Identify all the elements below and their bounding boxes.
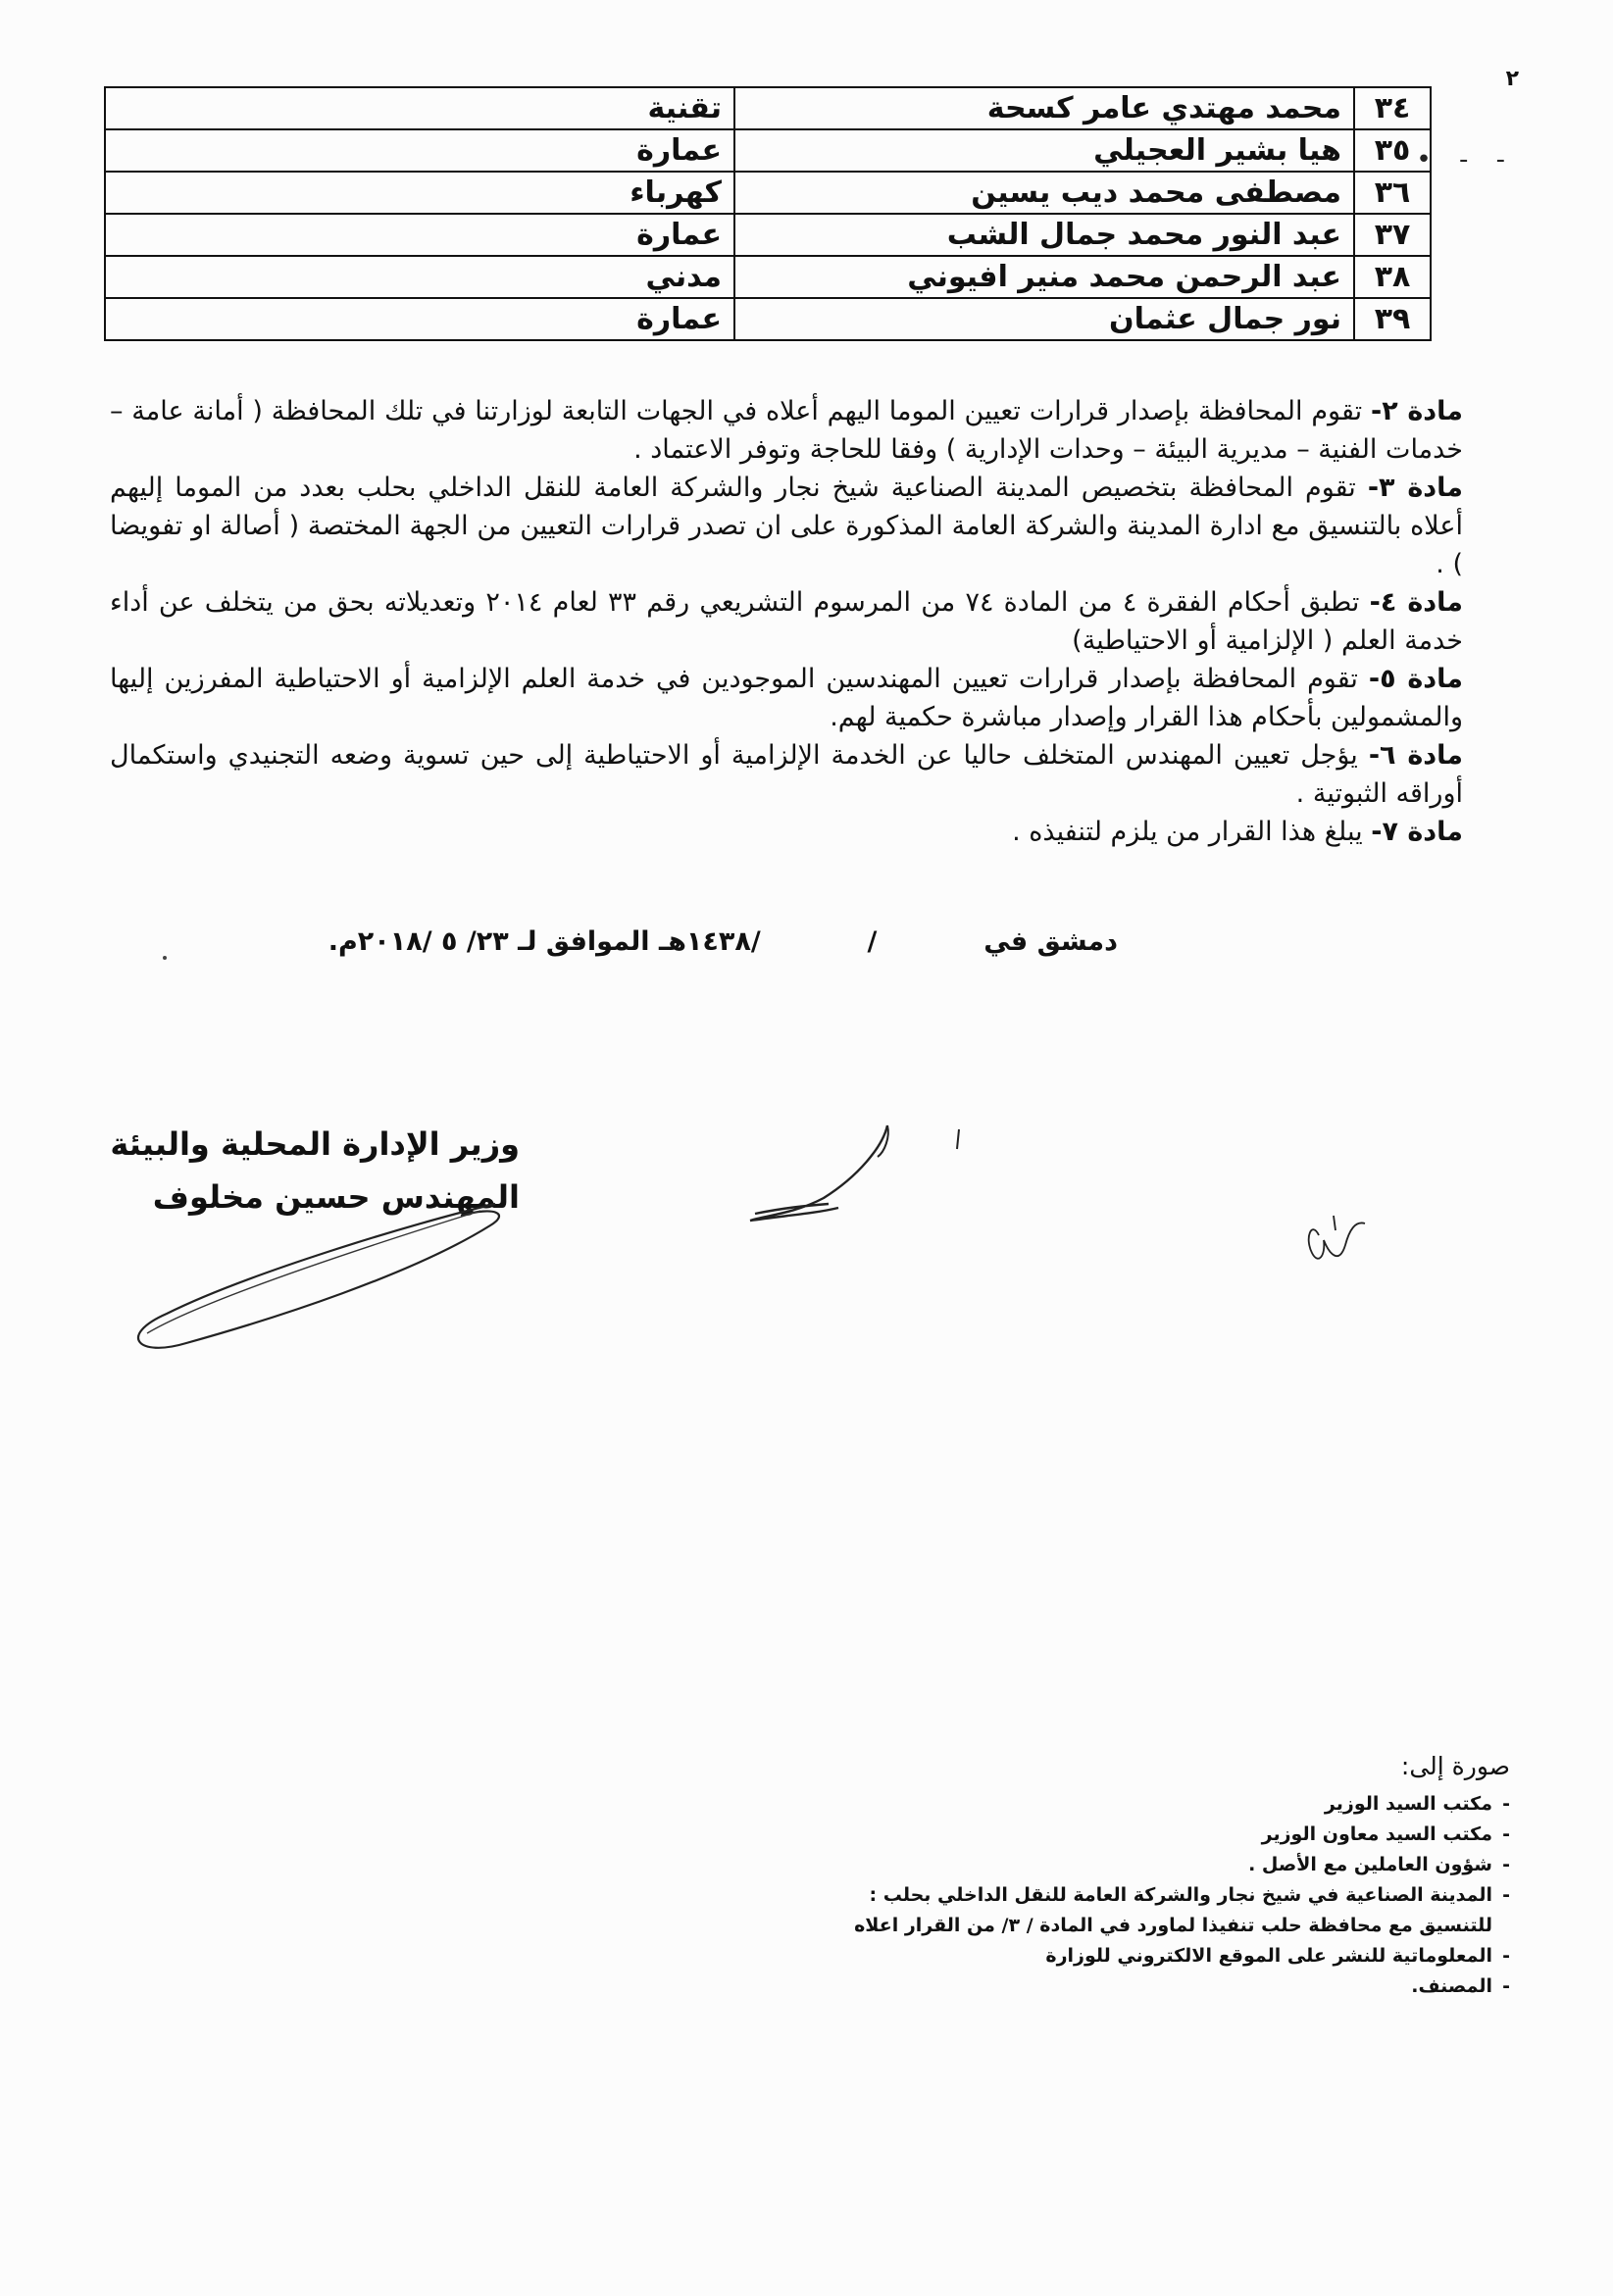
initials-mark [750,1125,887,1221]
row-number: ٣٤ [1354,87,1431,129]
row-number: ٣٩ [1354,298,1431,340]
copies-to-block [843,1751,1510,2002]
article-label: مادة ٧- [1371,817,1463,847]
copies-to-title: صورة إلى: [1400,1752,1510,1780]
article-label: مادة ٣- [1367,473,1464,503]
signature-loop-mark [138,1204,499,1348]
list-item: -مكتب السيد معاون الوزير [1261,1823,1510,1845]
row-name: عبد النور محمد جمال الشب [734,214,1354,256]
article-label: مادة ٢- [1371,396,1463,426]
list-item: -المصنف. [1411,1975,1510,1997]
date-place: دمشق في [983,926,1118,957]
row-specialty: عمارة [105,298,734,340]
row-specialty: كهرباء [105,172,734,214]
article-label: مادة ٥- [1368,664,1463,694]
minister-title: وزير الإدارة المحلية والبيئة [110,1125,520,1163]
row-specialty: عمارة [105,129,734,172]
date-slash: / [867,926,878,957]
list-item: -مكتب السيد الوزير [1324,1793,1510,1815]
list-item: -شؤون العاملين مع الأصل . [1248,1854,1510,1875]
row-specialty: تقنية [105,87,734,129]
article-text: تقوم المحافظة بإصدار قرارات تعيين المهندسين الموجودين في خدمة العلم الإلزامية أو الاحتياطية المفرزين إليها والمشمولين بأحكام هذا القرار وإصدار مباشرة حكمية لهم. [110,664,1463,732]
row-name: نور جمال عثمان [734,298,1354,340]
stray-marks: • - - [1416,145,1515,175]
list-item-subtext: للتنسيق مع محافظة حلب تنفيذا لماورد في المادة / ٣/ من القرار اعلاه [854,1915,1492,1936]
article-text: تطبق أحكام الفقرة ٤ من المادة ٧٤ من المرسوم التشريعي رقم ٣٣ لعام ٢٠١٤ وتعديلاته بحق من يتخلف عن أداء خدمة العلم ( الإلزامية أو الاحتياطية) [110,587,1463,656]
article-text: يبلغ هذا القرار من يلزم لتنفيذه . [1012,817,1372,847]
row-number: ٣٥ [1354,129,1431,172]
date-value: /١٤٣٨هـ الموافق لـ ٢٣/ ٥ /٢٠١٨م. [328,926,761,957]
row-number: ٣٧ [1354,214,1431,256]
row-specialty: مدني [105,256,734,298]
minister-name: المهندس حسين مخلوف [152,1178,520,1216]
row-name: عبد الرحمن محمد منير افيوني [734,256,1354,298]
page-number: ٢ [1505,67,1519,91]
list-item: -المعلوماتية للنشر على الموقع الالكتروني للوزارة [1045,1945,1510,1967]
row-name: هيا بشير العجيلي [734,129,1354,172]
row-specialty: عمارة [105,214,734,256]
row-number: ٣٨ [1354,256,1431,298]
article-label: مادة ٤- [1369,587,1463,618]
row-name: محمد مهتدي عامر كسحة [734,87,1354,129]
initials-mark [1309,1216,1365,1259]
article-label: مادة ٦- [1368,740,1463,771]
article-text: يؤجل تعيين المهندس المتخلف حاليا عن الخدمة الإلزامية أو الاحتياطية إلى حين تسوية وضعه التجنيدي واستكمال أوراقه الثبوتية . [110,740,1463,809]
list-item: -المدينة الصناعية في شيخ نجار والشركة العامة للنقل الداخلي بحلب : للتنسيق مع محافظة حلب تنفيذا لماورد في المادة / ٣/ من القرار اعلاه [843,1880,1510,1941]
row-number: ٣٦ [1354,172,1431,214]
article-text: تقوم المحافظة بتخصيص المدينة الصناعية شيخ نجار والشركة العامة للنقل الداخلي بحلب بعدد من الموما إليهم أعلاه بالتنسيق مع ادارة المدينة والشركة العامة المذكورة على ان تصدر قرارات التعيين من الجهة المختصة ( أصالة او تفويضا ) . [110,473,1463,579]
article-text: تقوم المحافظة بإصدار قرارات تعيين الموما اليهم أعلاه في الجهات التابعة لوزارتنا في تلك المحافظة ( أمانة عامة – خدمات الفنية – مديرية البيئة – وحدات الإدارية ) وفقا للحاجة وتوفر الاعتماد . [110,396,1463,465]
row-name: مصطفى محمد ديب يسين [734,172,1354,214]
